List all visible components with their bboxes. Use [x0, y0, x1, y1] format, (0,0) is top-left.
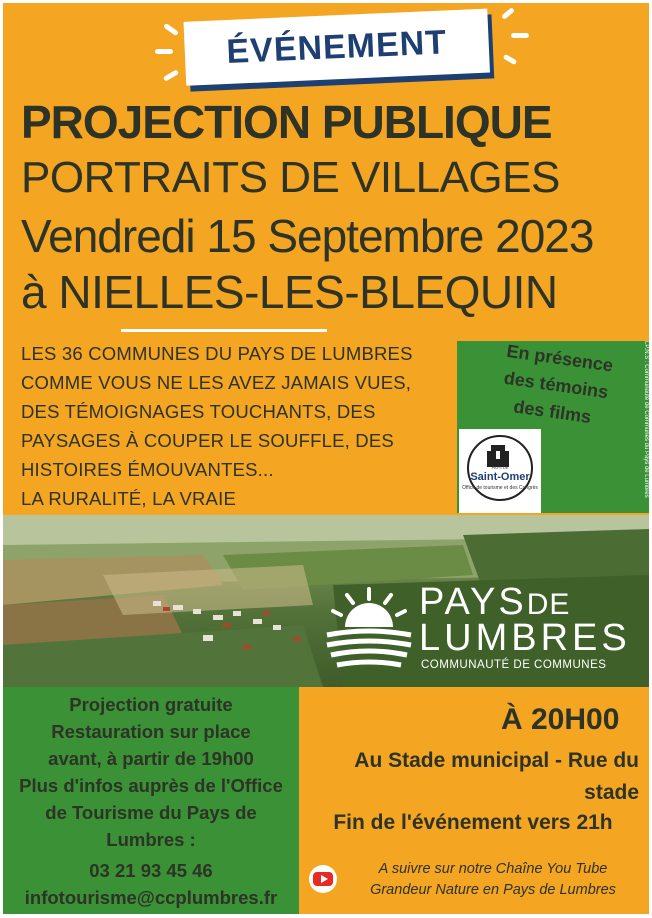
youtube-line: A suivre sur notre Chaîne You Tube	[378, 861, 608, 877]
headline-subtitle: PORTRAITS DE VILLAGES	[21, 153, 560, 202]
info-line: Lumbres :	[106, 829, 196, 850]
venue-line: Au Stade municipal - Rue du	[354, 749, 639, 772]
presence-line: En présence	[505, 340, 615, 376]
badge-spark	[155, 49, 173, 54]
logo-pays-de: PAYS DE	[491, 465, 509, 470]
info-box	[3, 687, 299, 914]
presence-line: des témoins	[502, 367, 610, 403]
logo-title: Saint-Omer	[470, 471, 530, 483]
youtube-icon[interactable]	[309, 865, 337, 893]
pays-text: PAYS	[419, 581, 527, 623]
headline-title: PROJECTION PUBLIQUE	[21, 96, 552, 148]
presence-line: des films	[512, 396, 593, 428]
description-line: LES 36 COMMUNES DU PAYS DE LUMBRES	[21, 343, 413, 364]
description-line: HISTOIRES ÉMOUVANTES...	[21, 459, 274, 480]
headline-location: à NIELLES-LES-BLEQUIN	[21, 266, 558, 318]
info-line: avant, à partir de 19h00	[48, 748, 254, 769]
info-text	[3, 691, 299, 911]
badge-spark	[501, 7, 515, 20]
youtube-line: Grandeur Nature en Pays de Lumbres	[370, 882, 616, 898]
info-line: Restauration sur place	[51, 721, 251, 742]
info-line: Plus d'infos auprès de l'Office	[19, 775, 283, 796]
presence-box	[457, 341, 649, 513]
presence-text	[486, 336, 626, 434]
event-badge-label: ÉVÉNEMENT	[183, 9, 490, 86]
badge-spark	[503, 54, 518, 65]
logo-subtitle: Office de tourisme et des Congrès	[462, 485, 538, 491]
venue-line: stade	[584, 781, 639, 804]
event-poster	[3, 3, 649, 914]
youtube-text	[343, 859, 643, 901]
divider-rule	[121, 329, 327, 332]
description-line: PAYSAGES À COUPER LE SOUFFLE, DES	[21, 430, 394, 451]
description-line: DES TÉMOIGNAGES TOUCHANTS, DES	[21, 401, 376, 422]
description-block	[21, 339, 451, 513]
info-phone: 03 21 93 45 46	[89, 860, 213, 881]
description-line: COMME VOUS NE LES AVEZ JAMAIS VUES,	[21, 372, 412, 393]
sun-fields-icon	[323, 583, 415, 679]
de-text: DE	[526, 588, 571, 621]
headline-date: Vendredi 15 Septembre 2023	[21, 210, 594, 262]
info-email: infotourisme@ccplumbres.fr	[24, 887, 278, 908]
communaute-text: COMMUNAUTÉ DE COMMUNES	[421, 659, 607, 671]
event-end: Fin de l'événement vers 21h	[333, 811, 613, 834]
badge-spark	[163, 69, 179, 81]
saint-omer-logo	[459, 429, 541, 513]
vertical-credit: LP.N.S : Communauté de Communes du Pays de Lumbres	[643, 341, 649, 498]
badge-spark	[511, 33, 529, 38]
event-venue	[307, 745, 639, 809]
badge-spark	[163, 23, 179, 36]
info-line: Projection gratuite	[69, 694, 233, 715]
description-line: LA RURALITÉ, LA VRAIE	[21, 488, 236, 509]
event-badge	[188, 14, 495, 91]
event-time: À 20H00	[501, 703, 620, 736]
info-line: de Tourisme du Pays de	[45, 802, 257, 823]
lumbres-word: LUMBRES	[419, 617, 631, 659]
pays-de-lumbres-logo	[323, 581, 633, 681]
